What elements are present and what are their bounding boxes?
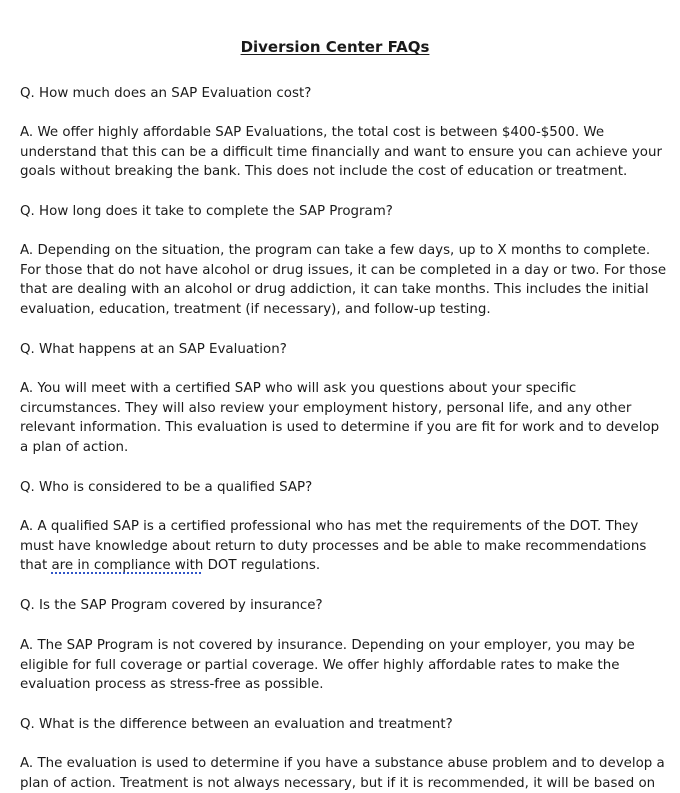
faq-question-5: Q. Is the SAP Program covered by insurance? [20, 598, 323, 613]
grammar-flagged-phrase[interactable]: are in compliance with [51, 558, 204, 574]
faq-question-4: Q. Who is considered to be a qualified SAP? [20, 480, 313, 495]
faq-answer-4: A. A qualified SAP is a certified professional who has met the requirements of the DOT. They must have knowledge about return to duty processes and be able to make recommendations that are in compliance with DOT regulations. [20, 517, 672, 576]
faq-question-2: Q. How long does it take to complete the SAP Program? [20, 204, 393, 219]
faq-answer-3: A. You will meet with a certified SAP who will ask you questions about your specific circumstances. They will also review your employment history, personal life, and any other relevant information. This evaluation is used to determine if you are fit for work and to develop a plan of action. [20, 381, 660, 456]
faq-question-6: Q. What is the difference between an evaluation and treatment? [20, 717, 453, 732]
faq-answer-4-last-line: that are in compliance with DOT regulations. [20, 558, 321, 574]
faq-question-1: Q. How much does an SAP Evaluation cost? [20, 86, 312, 101]
faq-question-3: Q. What happens at an SAP Evaluation? [20, 342, 287, 357]
faq-answer-6: A. The evaluation is used to determine if you have a substance abuse problem and to develop a plan of action. Treatment is not always necessary, but if it is recommended, it will be based on [20, 756, 665, 791]
faq-answer-5: A. The SAP Program is not covered by insurance. Depending on your employer, you may be eligible for full coverage or partial coverage. We offer highly affordable rates to make the evaluation process as stress-free as possible. [20, 638, 635, 693]
document-title [0, 37, 670, 57]
faq-answer-1: A. We offer highly affordable SAP Evaluations, the total cost is between $400-$500. We understand that this can be a difficult time financially and want to ensure you can achieve your goals without breaking the bank. This does not include the cost of education or treatment. [20, 125, 662, 180]
document-title-text: Diversion Center FAQs [240, 38, 430, 56]
faq-answer-2: A. Depending on the situation, the program can take a few days, up to X months to complete. For those that do not have alcohol or drug issues, it can be completed in a day or two. For those that are dealing with an alcohol or drug addiction, it can take months. This includes the initial evaluation, education, treatment (if necessary), and follow-up testing. [20, 243, 667, 318]
